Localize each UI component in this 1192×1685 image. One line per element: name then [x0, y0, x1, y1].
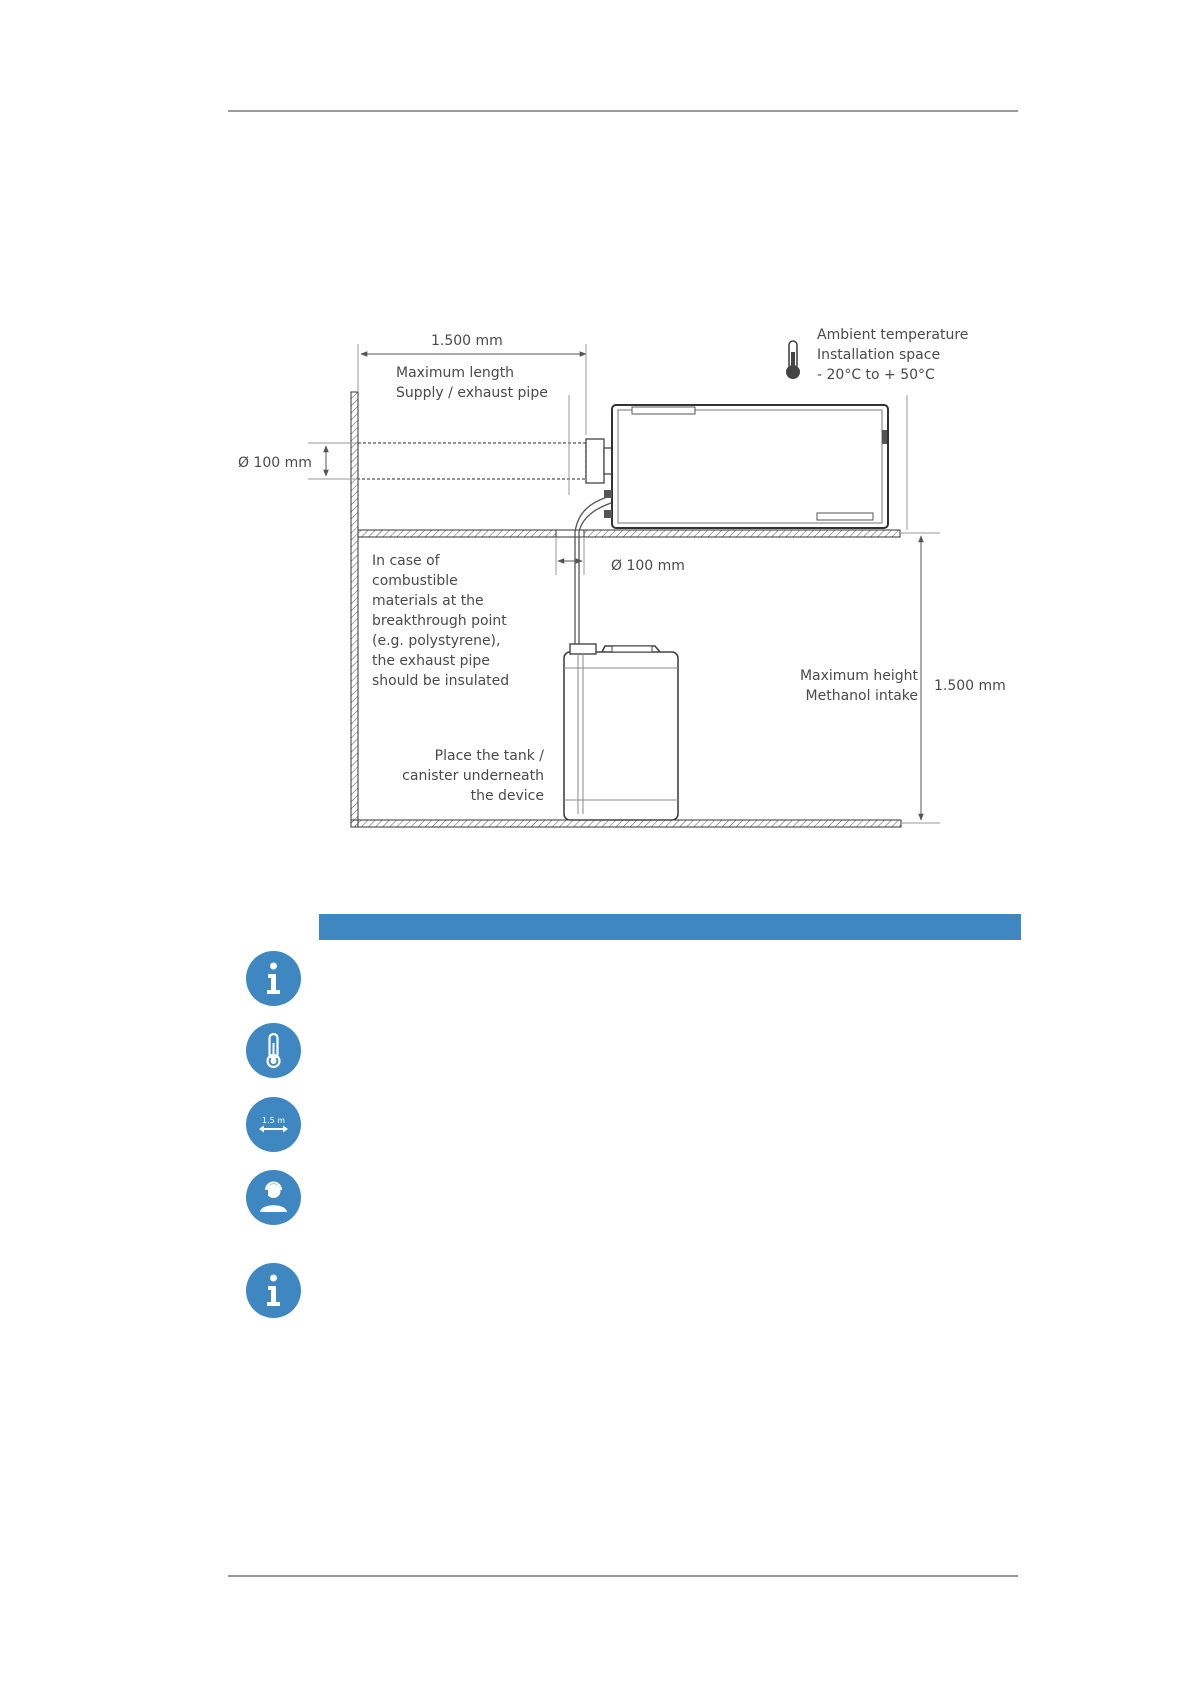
svg-text:the exhaust pipe: the exhaust pipe [372, 653, 490, 669]
intake-height-label: 1.500 mm [934, 678, 1006, 694]
svg-text:the device: the device [470, 788, 544, 804]
svg-text:materials at the: materials at the [372, 593, 484, 609]
thermometer-symbol [786, 341, 800, 379]
insulation-note [372, 553, 509, 689]
temperature-line-2: Installation space [817, 347, 941, 363]
distance-icon-label: 1.5 m [261, 1116, 286, 1125]
wall [351, 392, 358, 827]
svg-text:combustible: combustible [372, 573, 458, 589]
svg-text:(e.g. polystyrene),: (e.g. polystyrene), [372, 633, 501, 649]
svg-text:canister underneath: canister underneath [402, 768, 544, 784]
breakthrough-diameter-label: Ø 100 mm [611, 558, 685, 574]
pipe-caption-line-2: Supply / exhaust pipe [396, 385, 548, 401]
methanol-canister [564, 644, 678, 820]
svg-text:Maximum height: Maximum height [799, 668, 918, 684]
installation-floor [358, 530, 900, 537]
intake-caption [800, 668, 919, 704]
info-icon [246, 1263, 301, 1318]
svg-text:Methanol intake: Methanol intake [805, 688, 918, 704]
ground-floor [351, 820, 901, 827]
methanol-hose [575, 497, 607, 650]
footer-rule [228, 1575, 1018, 1577]
temperature-line-3: - 20°C to + 50°C [817, 367, 935, 383]
distance-icon [246, 1097, 301, 1152]
temperature-line-1: Ambient temperature [817, 327, 969, 343]
svg-text:Place the tank /: Place the tank / [434, 748, 544, 764]
pipe-flange [604, 448, 612, 474]
pipe-caption-line-1: Maximum length [396, 365, 515, 381]
svg-text:In case of: In case of [372, 553, 440, 569]
support-agent-icon [246, 1170, 301, 1225]
pipe-length-label: 1.500 mm [431, 333, 503, 349]
section-header-bar [319, 914, 1021, 940]
svg-text:should be insulated: should be insulated [372, 673, 510, 689]
fuel-cell-device [604, 405, 888, 528]
exhaust-pipe [358, 443, 586, 479]
tank-note [402, 748, 544, 804]
svg-text:breakthrough point: breakthrough point [372, 613, 507, 629]
pipe-collar [586, 439, 604, 483]
pipe-diameter-label: Ø 100 mm [238, 455, 312, 471]
info-icon [246, 951, 301, 1006]
thermometer-icon [246, 1023, 301, 1078]
